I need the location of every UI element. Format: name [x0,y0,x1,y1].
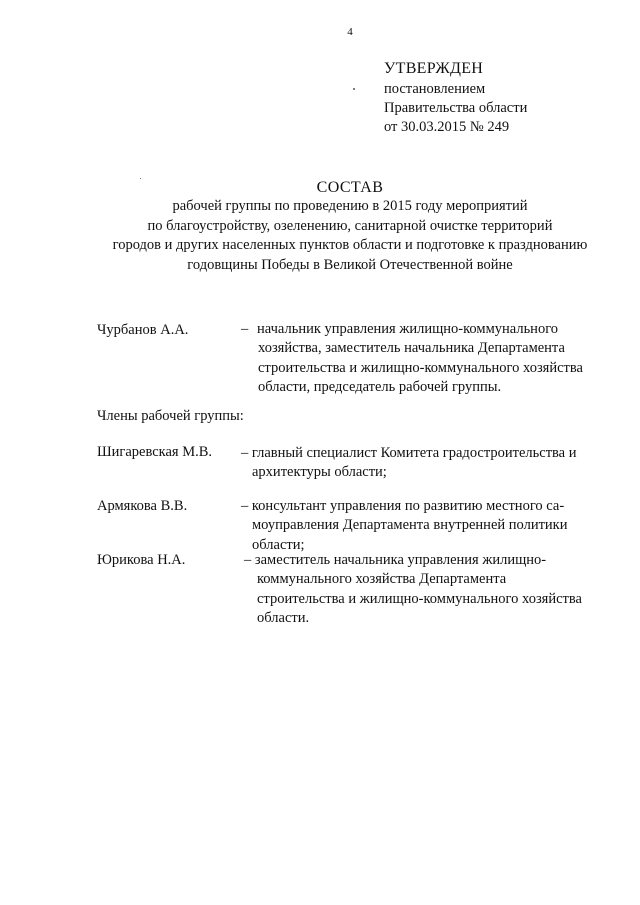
page-number: 4 [347,26,353,38]
member-name: Армякова В.В. [97,498,188,514]
approval-line: постановлением [384,81,486,97]
member-line: строительства и жилищно-коммунального хозяйства [257,590,582,607]
member-line: области; [252,536,305,553]
title-line: годовщины Победы в Великой Отечественной войне [187,256,513,273]
member-description-cont [252,516,567,555]
member-line: – главный специалист Комитета градостроительства и [241,445,577,461]
members-heading: Члены рабочей группы: [97,408,244,424]
chair-line: области, председатель рабочей группы. [258,379,502,395]
member-description [241,497,564,517]
title-line: рабочей группы по проведению в 2015 году мероприятий [172,198,528,214]
approval-line: от 30.03.2015 № 249 [384,119,510,135]
member-name: Шигаревская М.В. [97,444,213,460]
approval-line: Правительства области [384,100,528,116]
member-description-cont [252,463,387,483]
chair-dash: – [241,321,249,337]
chair-line: хозяйства, заместитель начальника Департамента [258,340,565,356]
member-line: области. [257,610,310,626]
title-line: городов и других населенных пунктов области и подготовке к празднованию [112,237,588,253]
member-name: Юрикова Н.А. [97,552,186,568]
member-line: моуправления Департамента внутренней политики [252,517,568,533]
member-description-cont [257,570,582,629]
chair-description-cont [258,339,583,398]
chair-line: начальник управления жилищно-коммунального [257,321,559,337]
chair-line: строительства и жилищно-коммунального хозяйства [258,359,583,376]
member-description [244,551,546,571]
chair-description [257,320,558,340]
scan-speck [353,88,355,90]
member-line: архитектуры области; [252,464,387,480]
approval-stamp [384,58,527,137]
title-heading: СОСТАВ [316,179,384,196]
title-line: по благоустройству, озеленению, санитарной очистке территорий [147,217,553,234]
member-line: коммунального хозяйства Департамента [257,571,507,587]
member-line: – консультант управления по развитию местного са- [241,498,565,514]
member-description [241,444,577,464]
chair-name: Чурбанов А.А. [97,322,189,338]
document-title [90,178,610,275]
approval-heading: УТВЕРЖДЕН [384,60,484,77]
member-line: – заместитель начальника управления жилищно- [244,552,547,568]
